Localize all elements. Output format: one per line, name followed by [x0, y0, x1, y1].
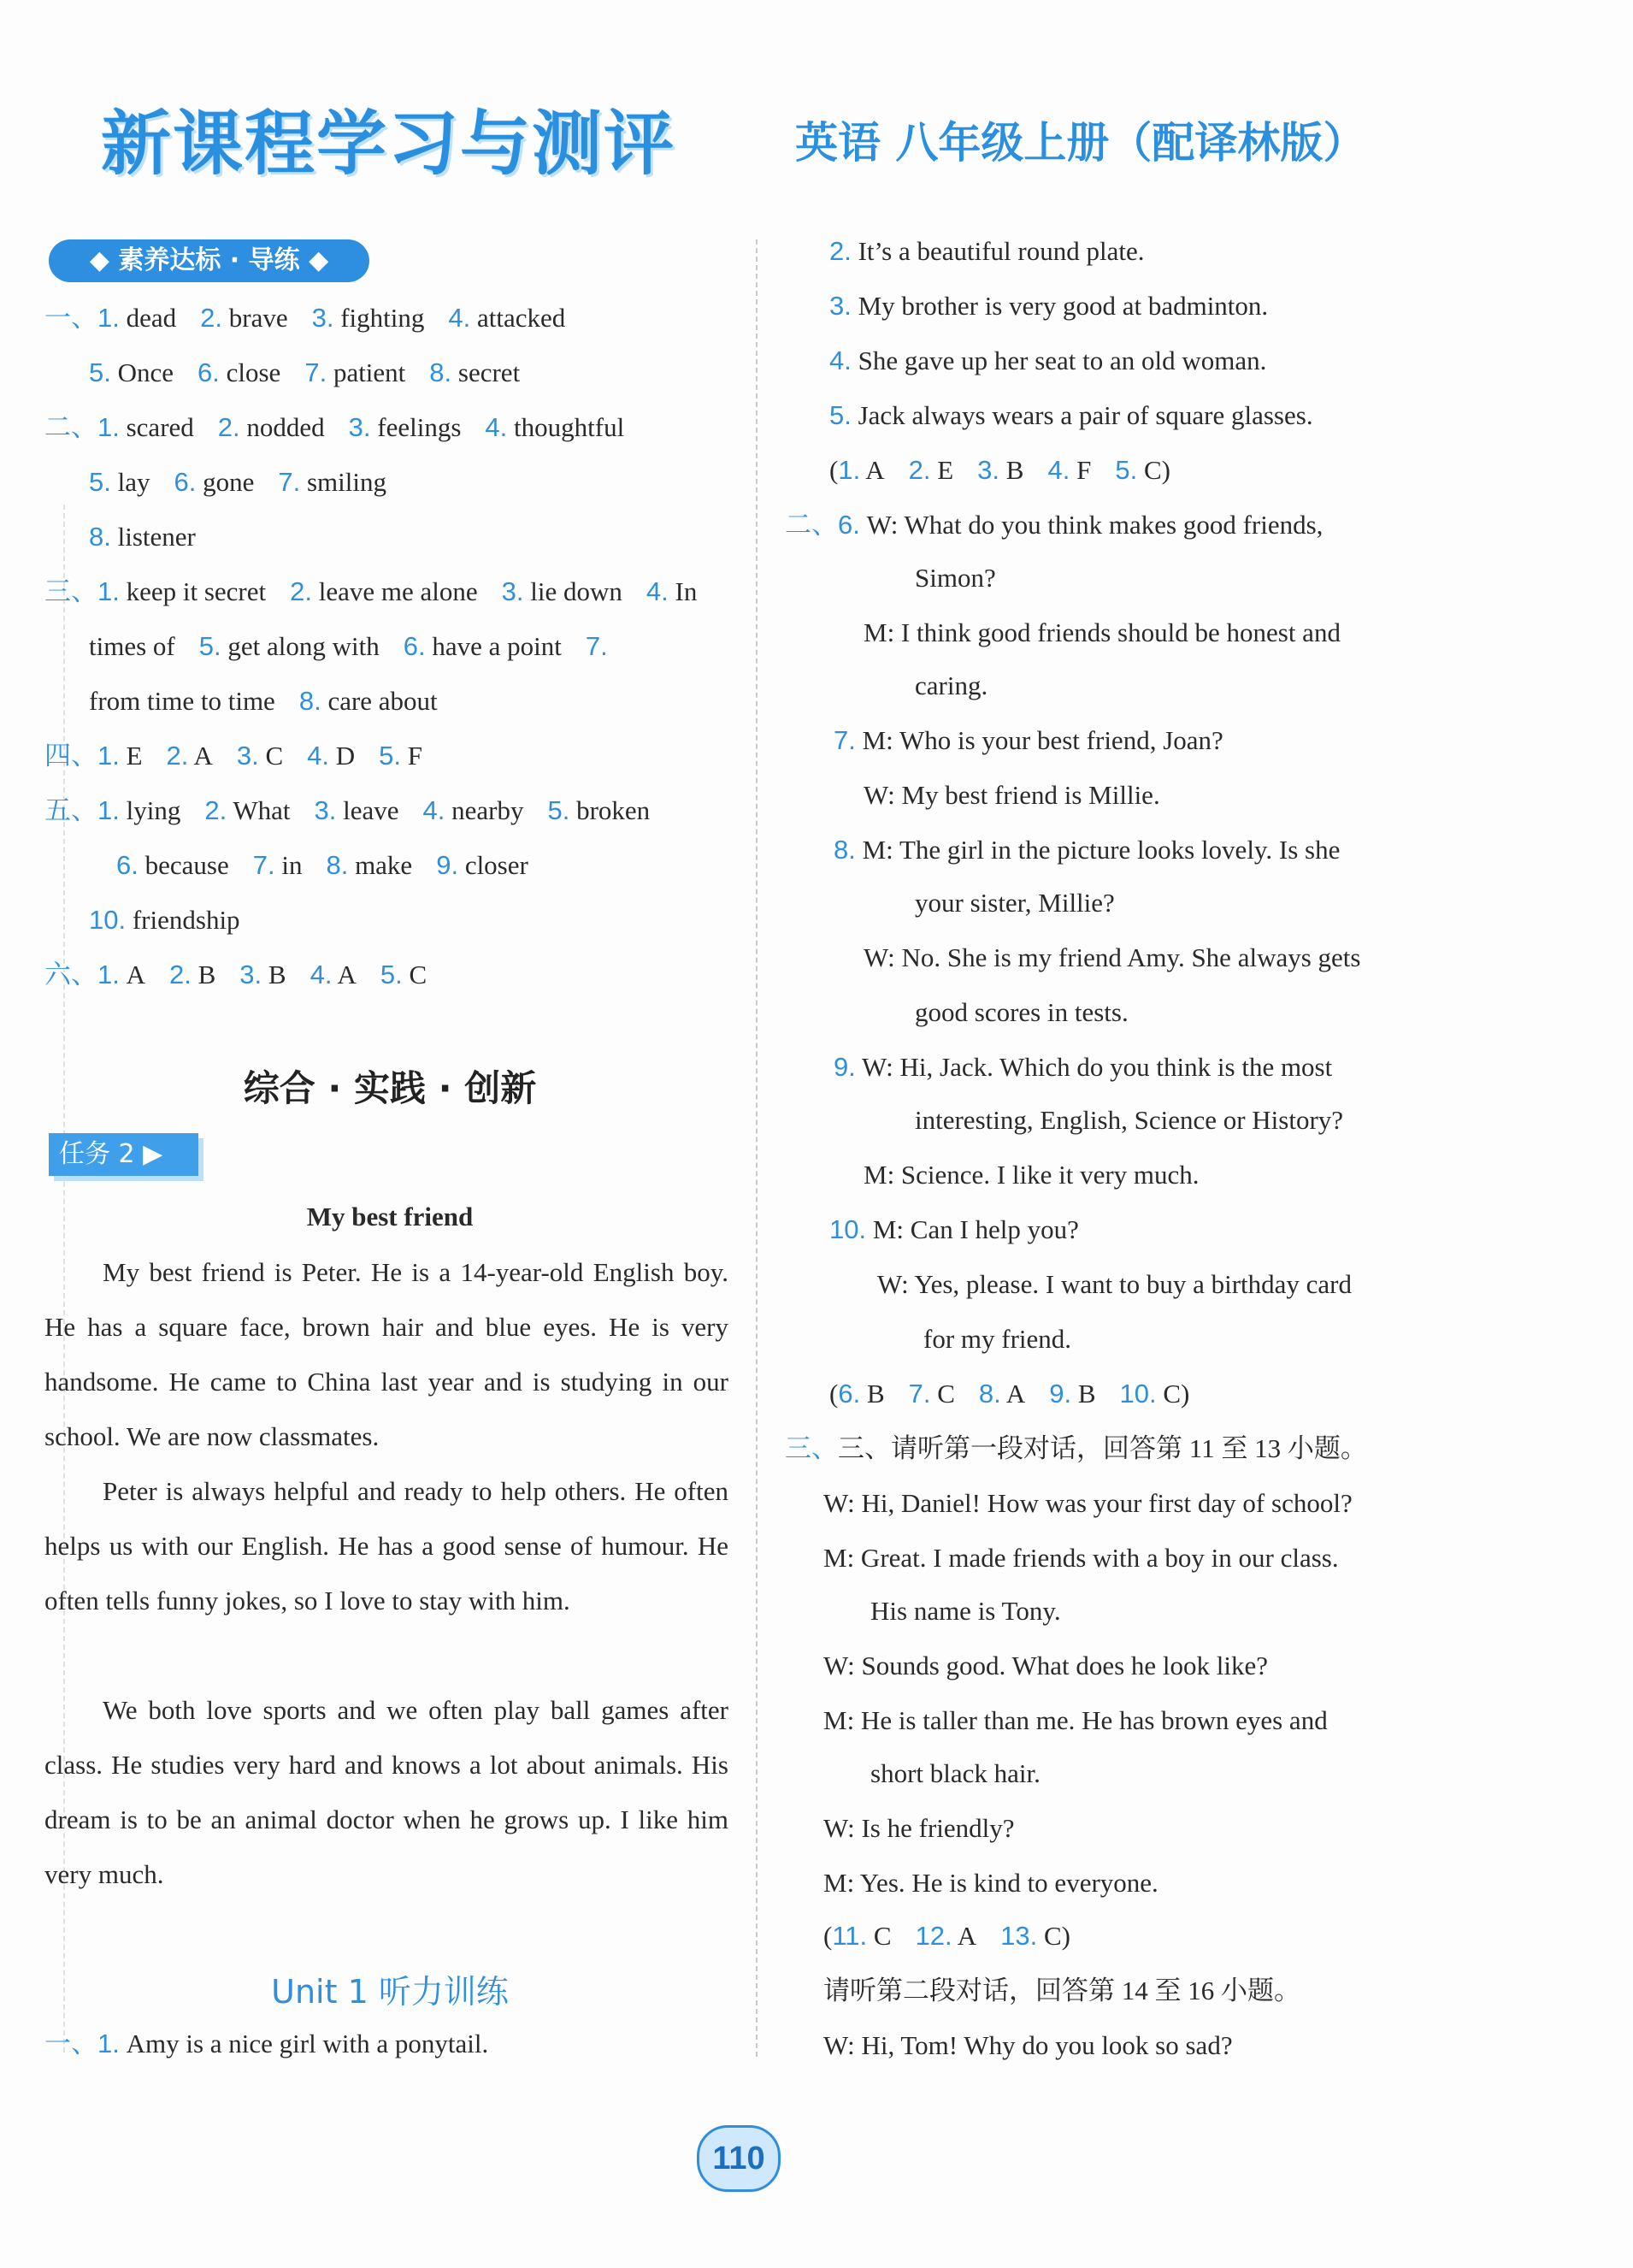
answer-line: (1. A 2. E 3. B 4. F 5. C) [829, 455, 1170, 485]
answer-line: 8. M: The girl in the picture looks lovely. Is she [834, 835, 1341, 865]
answer-line: (6. B 7. C 8. A 9. B 10. C) [829, 1379, 1190, 1409]
answer-line: times of 5. get along with 6. have a point 7. [89, 631, 608, 661]
answer-line: 3. My brother is very good at badminton. [829, 291, 1269, 321]
answer-line: 一、1. dead 2. brave 3. fighting 4. attacked [44, 303, 566, 333]
intro-text: 三、请听第一段对话，回答第 11 至 13 小题。 [838, 1433, 1367, 1463]
answer-line: 五、1. lying 2. What 3. leave 4. nearby 5. broken [44, 795, 651, 825]
answer-line: W: Yes, please. I want to buy a birthday card [877, 1269, 1352, 1299]
section-banner: ◆ 素养达标 · 导练 ◆ [49, 239, 369, 282]
answer-line: 6. because 7. in 8. make 9. closer [116, 850, 528, 880]
answer-line: M: Great. I made friends with a boy in our class. [823, 1543, 1339, 1573]
answer-line: W: Sounds good. What does he look like? [823, 1651, 1269, 1680]
page-number: 110 [697, 2125, 781, 2192]
answer-line: W: No. She is my friend Amy. She always gets [864, 942, 1361, 972]
answer-line: interesting, English, Science or History? [915, 1105, 1344, 1135]
answer-line: 二、1. scared 2. nodded 3. feelings 4. thoughtful [44, 412, 625, 442]
answer-line: 一、1. Amy is a nice girl with a ponytail. [44, 2029, 489, 2058]
book-title: 新课程学习与测评 [101, 103, 676, 185]
answer-line: for my friend. [923, 1324, 1072, 1354]
answer-line: your sister, Millie? [915, 888, 1115, 918]
answer-line: W: My best friend is Millie. [864, 780, 1160, 810]
answer-line: 7. M: Who is your best friend, Joan? [834, 725, 1223, 755]
answer-line: 四、1. E 2. A 3. C 4. D 5. F [44, 741, 422, 771]
answer-line: 二、6. W: What do you think makes good friends, [785, 510, 1323, 540]
answer-line: 5. lay 6. gone 7. smiling [89, 467, 386, 497]
essay-paragraph: My best friend is Peter. He is a 14-year-old English boy. He has a square face, brown hair and blue eyes. He is very handsome. He came to China last year and is studying in our school. We are now classmates. [44, 1257, 728, 1451]
answer-line: 10. friendship [89, 905, 240, 935]
answer-line: M: Yes. He is kind to everyone. [823, 1868, 1158, 1898]
answer-line: caring. [915, 670, 988, 700]
book-subtitle: 英语 八年级上册（配译林版） [795, 118, 1366, 168]
answer-line: 4. She gave up her seat to an old woman. [829, 346, 1267, 375]
answer-line: (11. C 12. A 13. C) [823, 1921, 1070, 1951]
answer-line: M: He is taller than me. He has brown eyes and [823, 1705, 1328, 1735]
section3-intro-2: 请听第二段对话，回答第 14 至 16 小题。 [823, 1976, 1300, 2005]
answer-line: good scores in tests. [915, 997, 1129, 1027]
answer-line: Simon? [915, 563, 996, 593]
answer-line: His name is Tony. [870, 1596, 1061, 1626]
answer-line: 5. Jack always wears a pair of square glasses. [829, 400, 1313, 430]
answer-line: 8. listener [89, 522, 196, 552]
answer-line: from time to time 8. care about [89, 686, 438, 716]
essay-paragraph: Peter is always helpful and ready to help others. He often helps us with our English. He has a good sense of humour. He often tells funny jokes, so I love to stay with him. [44, 1476, 728, 1615]
section-title: 综合 · 实践 · 创新 [243, 1067, 537, 1109]
answer-line: 六、1. A 2. B 3. B 4. A 5. C [44, 960, 427, 989]
column-divider [756, 239, 758, 2057]
answer-line: 9. W: Hi, Jack. Which do you think is the most [834, 1052, 1333, 1082]
answer-line: 2. It’s a beautiful round plate. [829, 236, 1145, 266]
section3-intro: 三、三、请听第一段对话，回答第 11 至 13 小题。 [785, 1433, 1367, 1463]
answer-line: W: Is he friendly? [823, 1813, 1015, 1843]
essay-title: My best friend [306, 1202, 474, 1231]
answer-line: short black hair. [870, 1758, 1041, 1788]
unit-title: Unit 1 听力训练 [271, 1973, 509, 2011]
answer-line: 5. Once 6. close 7. patient 8. secret [89, 357, 521, 387]
answer-line: 10. M: Can I help you? [829, 1214, 1079, 1244]
answer-line: W: Hi, Tom! Why do you look so sad? [823, 2030, 1233, 2060]
essay-paragraph: We both love sports and we often play ball games after class. He studies very hard and knows a lot about animals. His dream is to be an animal doctor when he grows up. I like him very much. [44, 1695, 728, 1889]
task-tag: 任务 2 ▶ [49, 1133, 198, 1176]
answer-line: M: Science. I like it very much. [864, 1160, 1200, 1190]
answer-line: W: Hi, Daniel! How was your first day of school? [823, 1488, 1353, 1518]
page-header [0, 81, 1633, 184]
answer-line: M: I think good friends should be honest and [864, 617, 1341, 647]
answer-line: 三、1. keep it secret 2. leave me alone 3. lie down 4. In [44, 576, 698, 606]
